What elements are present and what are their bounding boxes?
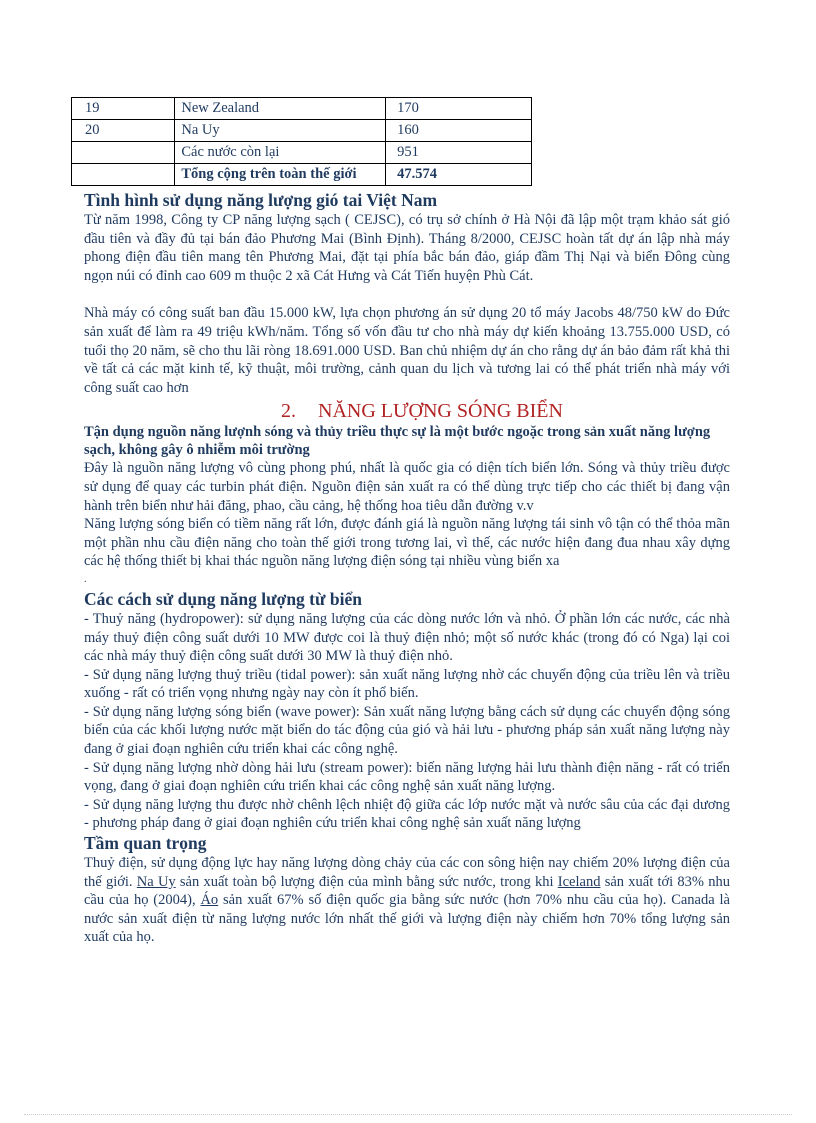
- vn-wind-heading: Tình hình sử dụng năng lượng gió tai Việt Nam: [84, 190, 438, 210]
- list-item: - Sử dụng năng lượng sóng biển (wave power): Sản xuất năng lượng bằng cách sử dụng các chuyển động sóng biển của các khối lượng nước mặt biển do tác động của gió và hải lưu - phương pháp sản xuất năng lượng này đang ở giai đoạn nghiên cứu triển khai các công nghệ.: [84, 703, 730, 758]
- rank-cell: [72, 164, 175, 186]
- section-2-title: [84, 399, 730, 423]
- importance-text: sản xuất 67% số điện quốc gia bằng sức nước (hơn 70% nhu cầu của họ). Canada là nước sản xuất điện từ năng lượng nước lớn nhất thế giới và lượng điện này chiếm hơn 70% tổng lượng sản xuất của họ.: [84, 892, 730, 946]
- importance-heading: Tầm quan trọng: [84, 833, 207, 854]
- stray-dot: .: [84, 573, 87, 585]
- country-cell: Các nước còn lại: [175, 142, 386, 164]
- table-row: [72, 142, 532, 164]
- list-item: - Thuỷ năng (hydropower): sử dụng năng lượng của các dòng nước lớn và nhỏ. Ở phần lớn các nước, các nhà máy thuỷ điện công suất dưới 10 MW được coi là thuỷ điện nhỏ; một số nước khác (trong đó có Nga) lại coi các nhà máy thuỷ điện công suất dưới 30 MW là thuỷ điện nhỏ.: [84, 610, 730, 665]
- section-2-lead: Tận dụng nguồn năng lượnh sóng và thủy triều thực sự là một bước ngoặc trong sản xuất năng lượng sạch, không gây ô nhiễm môi trường: [84, 424, 711, 459]
- iceland-link[interactable]: Iceland: [557, 873, 601, 890]
- importance-text: sản xuất tới 83% nhu cầu của họ (2004),: [84, 873, 730, 909]
- importance-text: Thuỷ điện, sử dụng động lực hay năng lượng dòng chảy của các con sông hiện nay chiếm 20% lượng điện của thế giới.: [84, 855, 730, 890]
- value-cell: 951: [386, 142, 532, 164]
- spacer: [84, 285, 730, 304]
- vn-wind-paragraph-1: Từ năm 1998, Công ty CP năng lượng sạch ( CEJSC), có trụ sở chính ở Hà Nội đã lập một trạm khảo sát gió đầu tiên và đầy đủ tại bán đảo Phương Mai (Bình Định). Tháng 8/2000, CEJSC hoàn tất dự án lập nhà máy phong điện đầu tiên mang tên Phương Mai, đặt tại phía bắc bán đảo, giáp đầm Thị Nại và biển Đông cùng ngọn núi có đỉnh cao 609 m thuộc 2 xã Cát Hưng và Cát Tiến huyện Phù Cát.: [84, 212, 730, 284]
- country-cell: Tổng cộng trên toàn thế giới: [175, 164, 386, 186]
- importance-paragraph: [84, 854, 730, 947]
- rank-cell: [72, 142, 175, 164]
- section-2-paragraph-2: Năng lượng sóng biển có tiềm năng rất lớn, được đánh giá là nguồn năng lượng tái sinh vô tận có thể thỏa mãn một phần nhu cầu điện năng cho toàn thế giới trong tương lai, vì thế, các nước hiện đang đua nhau xây dựng các hệ thống thiết bị khai thác nguồn năng lượng điện sóng tại nhiều vùng biển xa: [84, 516, 730, 570]
- value-cell: 170: [386, 98, 532, 120]
- country-cell: Na Uy: [175, 120, 386, 142]
- list-item: - Sử dụng năng lượng thuỷ triều (tidal power): sản xuất năng lượng nhờ các chuyển động của triều lên và triều xuống - rất có triển vọng nhưng ngày nay còn ít phổ biến.: [84, 666, 730, 702]
- section-2-paragraph-1: Đây là nguồn năng lượng vô cùng phong phú, nhất là quốc gia có diện tích biển lớn. Sóng và thủy triều được sử dụng để quay các turbin phát điện. Nguồn điện sản xuất ra có thể dùng trực tiếp cho các thiết bị đang vận hành trên biển như hải đăng, phao, cầu cảng, hệ thống hoa tiêu dẫn đường v.v: [84, 460, 730, 514]
- section-title-text: NĂNG LƯỢNG SÓNG BIỂN: [318, 400, 563, 423]
- value-cell: 47.574: [386, 164, 532, 186]
- norway-link[interactable]: Na Uy: [136, 873, 176, 890]
- rank-cell: 19: [72, 98, 175, 120]
- table-row: [72, 120, 532, 142]
- list-item: - Sử dụng năng lượng nhờ dòng hải lưu (stream power): biến năng lượng hải lưu thành điện năng - rất có triển vọng, đang ở giai đoạn nghiên cứu triển khai các công nghệ sản xuất năng lượng.: [84, 759, 730, 795]
- page-bottom-divider: [24, 1114, 792, 1115]
- document-body: [84, 190, 730, 947]
- list-item: - Sử dụng năng lượng thu được nhờ chênh lệch nhiệt độ giữa các lớp nước mặt và nước sâu của các đại dương - phương pháp đang ở giai đoạn nghiên cứu triển khai công nghệ sản xuất năng lượng: [84, 796, 730, 832]
- table-total-row: [72, 164, 532, 186]
- value-cell: 160: [386, 120, 532, 142]
- country-cell: New Zealand: [175, 98, 386, 120]
- austria-link[interactable]: Áo: [200, 892, 219, 909]
- uses-heading: Các cách sử dụng năng lượng từ biển: [84, 588, 362, 609]
- rank-cell: 20: [72, 120, 175, 142]
- vn-wind-paragraph-2: Nhà máy có công suất ban đầu 15.000 kW, lựa chọn phương án sử dụng 20 tổ máy Jacobs 48/750 kW do Đức sản xuất để làm ra 49 triệu kWh/năm. Tổng số vốn đầu tư cho nhà máy dự kiến khoảng 13.755.000 USD, có tuổi thọ 20 năm, sẽ cho thu lãi ròng 18.691.000 USD. Ban chủ nhiệm dự án cho rằng dự án bảo đảm rất khả thi về tất cả các mặt kinh tế, kỹ thuật, môi trường, cảnh quan du lịch và tương lai có thể phát triển nhà máy với công suất cao hơn: [84, 305, 730, 396]
- wind-capacity-table: [71, 97, 532, 186]
- importance-text: sản xuất toàn bộ lượng điện của mình bằng sức nước, trong khi: [175, 873, 558, 890]
- table-row: [72, 98, 532, 120]
- section-number: 2.: [281, 400, 297, 423]
